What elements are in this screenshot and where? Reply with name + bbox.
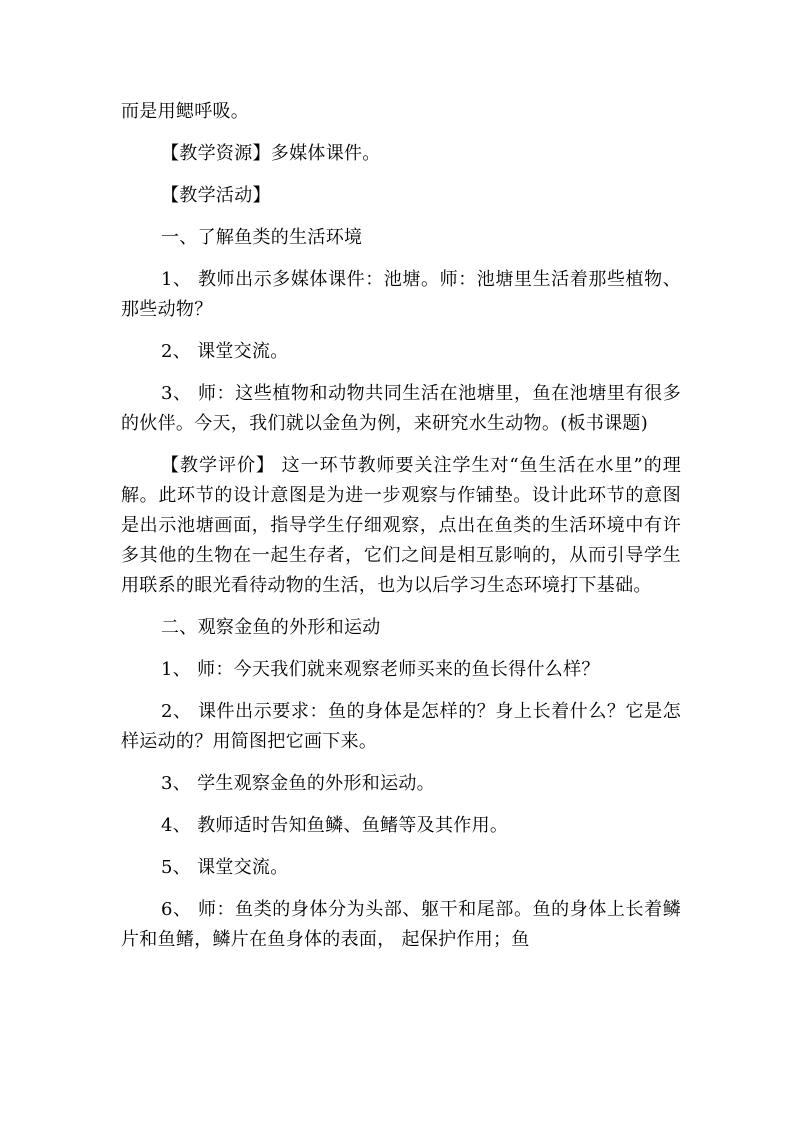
list-item: 1、 教师出示多媒体课件：池塘。师：池塘里生活着那些植物、那些动物？ (121, 269, 681, 320)
section-heading-1: 一、了解鱼类的生活环境 (161, 227, 363, 248)
list-item: 1、 师：今天我们就来观察老师买来的鱼长得什么样？ (161, 659, 600, 680)
list-item: 5、 课堂交流。 (161, 857, 289, 878)
list-item: 4、 教师适时告知鱼鳞、鱼鳍等及其作用。 (161, 815, 509, 836)
list-item: 3、 师：这些植物和动物共同生活在池塘里，鱼在池塘里有很多的伙伴。今天，我们就以金鱼为例，来研究水生动物。(板书课题) (121, 383, 681, 434)
paragraph-teaching-evaluation: 【教学评价】 这一环节教师要关注学生对“鱼生活在水里”的理解。此环节的设计意图是为进一步观察与作铺垫。设计此环节的意图是出示池塘画面，指导学生仔细观察，点出在鱼类的生活环境中有许多其他的生物在一起生存者，它们之间是相互影响的，从而引导学生用联系的眼光看待动物的生活，也为以后学习生态环境打下基础。 (121, 455, 681, 596)
paragraph-continuation: 而是用鳃呼吸。 (121, 101, 250, 122)
list-item: 2、 课堂交流。 (161, 341, 289, 362)
document-body (121, 97, 681, 967)
section-heading-2: 二、观察金鱼的外形和运动 (161, 617, 381, 638)
paragraph-teaching-resources: 【教学资源】多媒体课件。 (161, 143, 381, 164)
list-item: 2、 课件出示要求：鱼的身体是怎样的？身上长着什么？它是怎样运动的？用简图把它画下来。 (121, 701, 681, 752)
list-item: 3、 学生观察金鱼的外形和运动。 (161, 773, 435, 794)
paragraph-teaching-activities-heading: 【教学活动】 (161, 185, 271, 206)
list-item: 6、 师：鱼类的身体分为头部、躯干和尾部。鱼的身体上长着鳞片和鱼鳍，鳞片在鱼身体的表面， 起保护作用；鱼 (121, 899, 681, 950)
